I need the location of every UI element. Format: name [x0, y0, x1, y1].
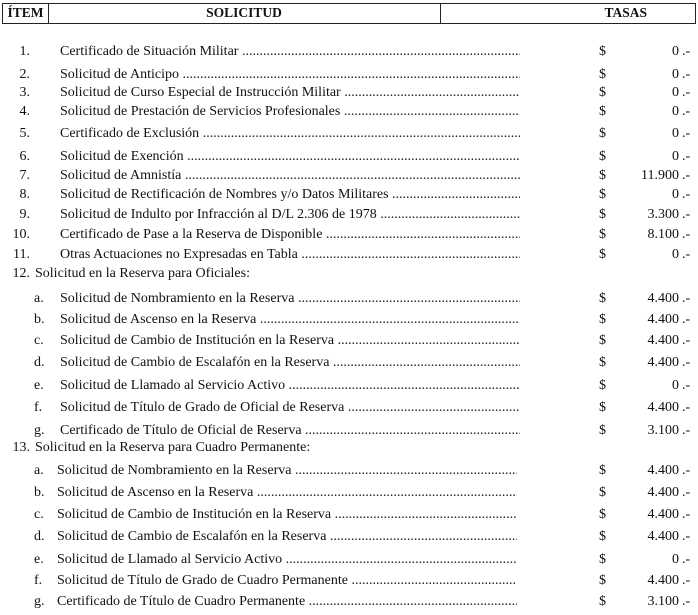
table-row	[0, 551, 698, 569]
item-label: Solicitud en la Reserva para Cuadro Permanente:	[35, 440, 311, 455]
item-number: 1.	[19, 44, 30, 59]
item-label: Solicitud de Llamado al Servicio Activo .....	[57, 551, 517, 569]
item-number: b.	[34, 312, 45, 327]
amount-suffix: .-	[682, 67, 691, 82]
currency-symbol: $	[599, 378, 606, 393]
item-label: Solicitud de Rectificación de Nombres y/o Datos Militares .....	[60, 186, 520, 204]
amount-suffix: .-	[682, 291, 691, 306]
table-row	[0, 167, 698, 185]
table-row	[0, 528, 698, 546]
currency-symbol: $	[599, 573, 606, 588]
item-label: Solicitud de Ascenso en la Reserva .....	[60, 311, 520, 329]
table-row	[0, 125, 698, 143]
fee-amount: 0	[672, 552, 679, 567]
group-heading-row	[0, 265, 698, 283]
fee-amount: 4.400	[647, 573, 679, 588]
currency-symbol: $	[599, 207, 606, 222]
item-label: Solicitud de Curso Especial de Instrucción Militar .....	[60, 84, 520, 102]
item-number: d.	[34, 355, 45, 370]
fee-amount: 0	[672, 85, 679, 100]
currency-symbol: $	[599, 463, 606, 478]
currency-symbol: $	[599, 423, 606, 438]
item-number: 12.	[12, 266, 30, 281]
amount-suffix: .-	[682, 207, 691, 222]
currency-symbol: $	[599, 227, 606, 242]
item-number: g.	[34, 423, 45, 438]
fee-amount: 3.100	[647, 423, 679, 438]
table-row	[0, 84, 698, 102]
item-label: Solicitud de Amnistía .....	[60, 167, 520, 185]
fee-amount: 4.400	[647, 529, 679, 544]
fee-amount: 3.300	[647, 207, 679, 222]
amount-suffix: .-	[682, 355, 691, 370]
group-heading-row	[0, 439, 698, 457]
amount-suffix: .-	[682, 552, 691, 567]
header-solicitud: SOLICITUD	[48, 3, 441, 24]
fee-amount: 0	[672, 149, 679, 164]
item-label: Solicitud de Llamado al Servicio Activo .....	[60, 377, 520, 395]
amount-suffix: .-	[682, 333, 691, 348]
item-label: Solicitud de Título de Grado de Oficial de Reserva .....	[60, 399, 520, 417]
fee-amount: 4.400	[647, 463, 679, 478]
currency-symbol: $	[599, 333, 606, 348]
amount-suffix: .-	[682, 400, 691, 415]
item-label: Solicitud de Nombramiento en la Reserva .....	[57, 462, 517, 480]
amount-suffix: .-	[682, 227, 691, 242]
currency-symbol: $	[599, 187, 606, 202]
item-number: 8.	[19, 187, 30, 202]
item-number: g.	[34, 594, 45, 609]
amount-suffix: .-	[682, 423, 691, 438]
currency-symbol: $	[599, 126, 606, 141]
item-number: e.	[34, 378, 44, 393]
fee-amount: 0	[672, 44, 679, 59]
fee-amount: 4.400	[647, 355, 679, 370]
currency-symbol: $	[599, 149, 606, 164]
table-row	[0, 311, 698, 329]
item-number: c.	[34, 507, 44, 522]
amount-suffix: .-	[682, 187, 691, 202]
item-label: Solicitud de Anticipo .....	[60, 66, 520, 84]
fee-amount: 0	[672, 247, 679, 262]
item-number: c.	[34, 333, 44, 348]
item-number: 10.	[12, 227, 30, 242]
table-row	[0, 462, 698, 480]
fee-amount: 11.900	[641, 168, 679, 183]
amount-suffix: .-	[682, 529, 691, 544]
fee-amount: 4.400	[647, 485, 679, 500]
fee-amount: 8.100	[647, 227, 679, 242]
item-label: Solicitud de Cambio de Institución en la Reserva .....	[60, 332, 520, 350]
item-label: Certificado de Título de Cuadro Permanente .....	[57, 593, 517, 611]
table-row	[0, 103, 698, 121]
table-row	[0, 332, 698, 350]
table-row	[0, 506, 698, 524]
fee-amount: 0	[672, 187, 679, 202]
fee-amount: 4.400	[647, 400, 679, 415]
item-label: Solicitud de Nombramiento en la Reserva .....	[60, 290, 520, 308]
amount-suffix: .-	[682, 485, 691, 500]
table-row	[0, 290, 698, 308]
amount-suffix: .-	[682, 85, 691, 100]
amount-suffix: .-	[682, 247, 691, 262]
item-number: b.	[34, 485, 45, 500]
amount-suffix: .-	[682, 312, 691, 327]
item-label: Otras Actuaciones no Expresadas en Tabla .....	[60, 246, 520, 264]
table-row	[0, 246, 698, 264]
table-row	[0, 43, 698, 61]
item-number: d.	[34, 529, 45, 544]
table-row	[0, 206, 698, 224]
fee-amount: 4.400	[647, 312, 679, 327]
fee-amount: 3.100	[647, 594, 679, 609]
item-number: 13.	[12, 440, 30, 455]
table-row	[0, 593, 698, 611]
amount-suffix: .-	[682, 594, 691, 609]
header-item: ÍTEM	[2, 3, 49, 24]
currency-symbol: $	[599, 594, 606, 609]
amount-suffix: .-	[682, 463, 691, 478]
amount-suffix: .-	[682, 507, 691, 522]
item-number: 3.	[19, 85, 30, 100]
currency-symbol: $	[599, 529, 606, 544]
amount-suffix: .-	[682, 44, 691, 59]
amount-suffix: .-	[682, 168, 691, 183]
item-number: e.	[34, 552, 44, 567]
item-label: Solicitud de Cambio de Escalafón en la Reserva .....	[60, 354, 520, 372]
table-row	[0, 186, 698, 204]
item-number: 2.	[19, 67, 30, 82]
table-row	[0, 226, 698, 244]
item-label: Solicitud de Cambio de Institución en la Reserva .....	[57, 506, 517, 524]
item-number: 11.	[13, 247, 30, 262]
item-label: Certificado de Título de Oficial de Reserva .....	[60, 422, 520, 440]
fee-amount: 4.400	[647, 507, 679, 522]
item-number: a.	[34, 291, 44, 306]
currency-symbol: $	[599, 104, 606, 119]
fee-amount: 0	[672, 67, 679, 82]
table-row	[0, 422, 698, 440]
currency-symbol: $	[599, 485, 606, 500]
currency-symbol: $	[599, 67, 606, 82]
item-label: Solicitud de Ascenso en la Reserva .....	[57, 484, 517, 502]
item-label: Solicitud de Exención .....	[60, 148, 520, 166]
currency-symbol: $	[599, 44, 606, 59]
item-number: f.	[34, 573, 43, 588]
item-label: Solicitud de Título de Grado de Cuadro Permanente .....	[57, 572, 517, 590]
fee-amount: 0	[672, 126, 679, 141]
item-label: Solicitud de Cambio de Escalafón en la Reserva .....	[57, 528, 517, 546]
currency-symbol: $	[599, 247, 606, 262]
item-number: 4.	[19, 104, 30, 119]
item-number: 6.	[19, 149, 30, 164]
item-number: 9.	[19, 207, 30, 222]
item-label: Certificado de Pase a la Reserva de Disponible .....	[60, 226, 520, 244]
item-number: 7.	[19, 168, 30, 183]
table-row	[0, 484, 698, 502]
fee-amount: 0	[672, 104, 679, 119]
table-row	[0, 148, 698, 166]
currency-symbol: $	[599, 355, 606, 370]
amount-suffix: .-	[682, 149, 691, 164]
currency-symbol: $	[599, 312, 606, 327]
currency-symbol: $	[599, 168, 606, 183]
table-row	[0, 399, 698, 417]
table-row	[0, 66, 698, 84]
item-label: Certificado de Situación Militar .....	[60, 43, 520, 61]
fee-amount: 0	[672, 378, 679, 393]
amount-suffix: .-	[682, 573, 691, 588]
item-label: Solicitud en la Reserva para Oficiales:	[35, 266, 250, 281]
amount-suffix: .-	[682, 104, 691, 119]
item-number: 5.	[19, 126, 30, 141]
fee-amount: 4.400	[647, 291, 679, 306]
table-row	[0, 354, 698, 372]
item-label: Certificado de Exclusión .....	[60, 125, 520, 143]
fee-amount: 4.400	[647, 333, 679, 348]
item-label: Solicitud de Prestación de Servicios Profesionales .....	[60, 103, 520, 121]
amount-suffix: .-	[682, 378, 691, 393]
currency-symbol: $	[599, 507, 606, 522]
table-row	[0, 572, 698, 590]
item-label: Solicitud de Indulto por Infracción al D/L 2.306 de 1978 .....	[60, 206, 520, 224]
currency-symbol: $	[599, 400, 606, 415]
table-row	[0, 377, 698, 395]
currency-symbol: $	[599, 552, 606, 567]
header-tasas: TASAS	[440, 3, 696, 24]
item-number: f.	[34, 400, 43, 415]
item-number: a.	[34, 463, 44, 478]
amount-suffix: .-	[682, 126, 691, 141]
currency-symbol: $	[599, 291, 606, 306]
currency-symbol: $	[599, 85, 606, 100]
